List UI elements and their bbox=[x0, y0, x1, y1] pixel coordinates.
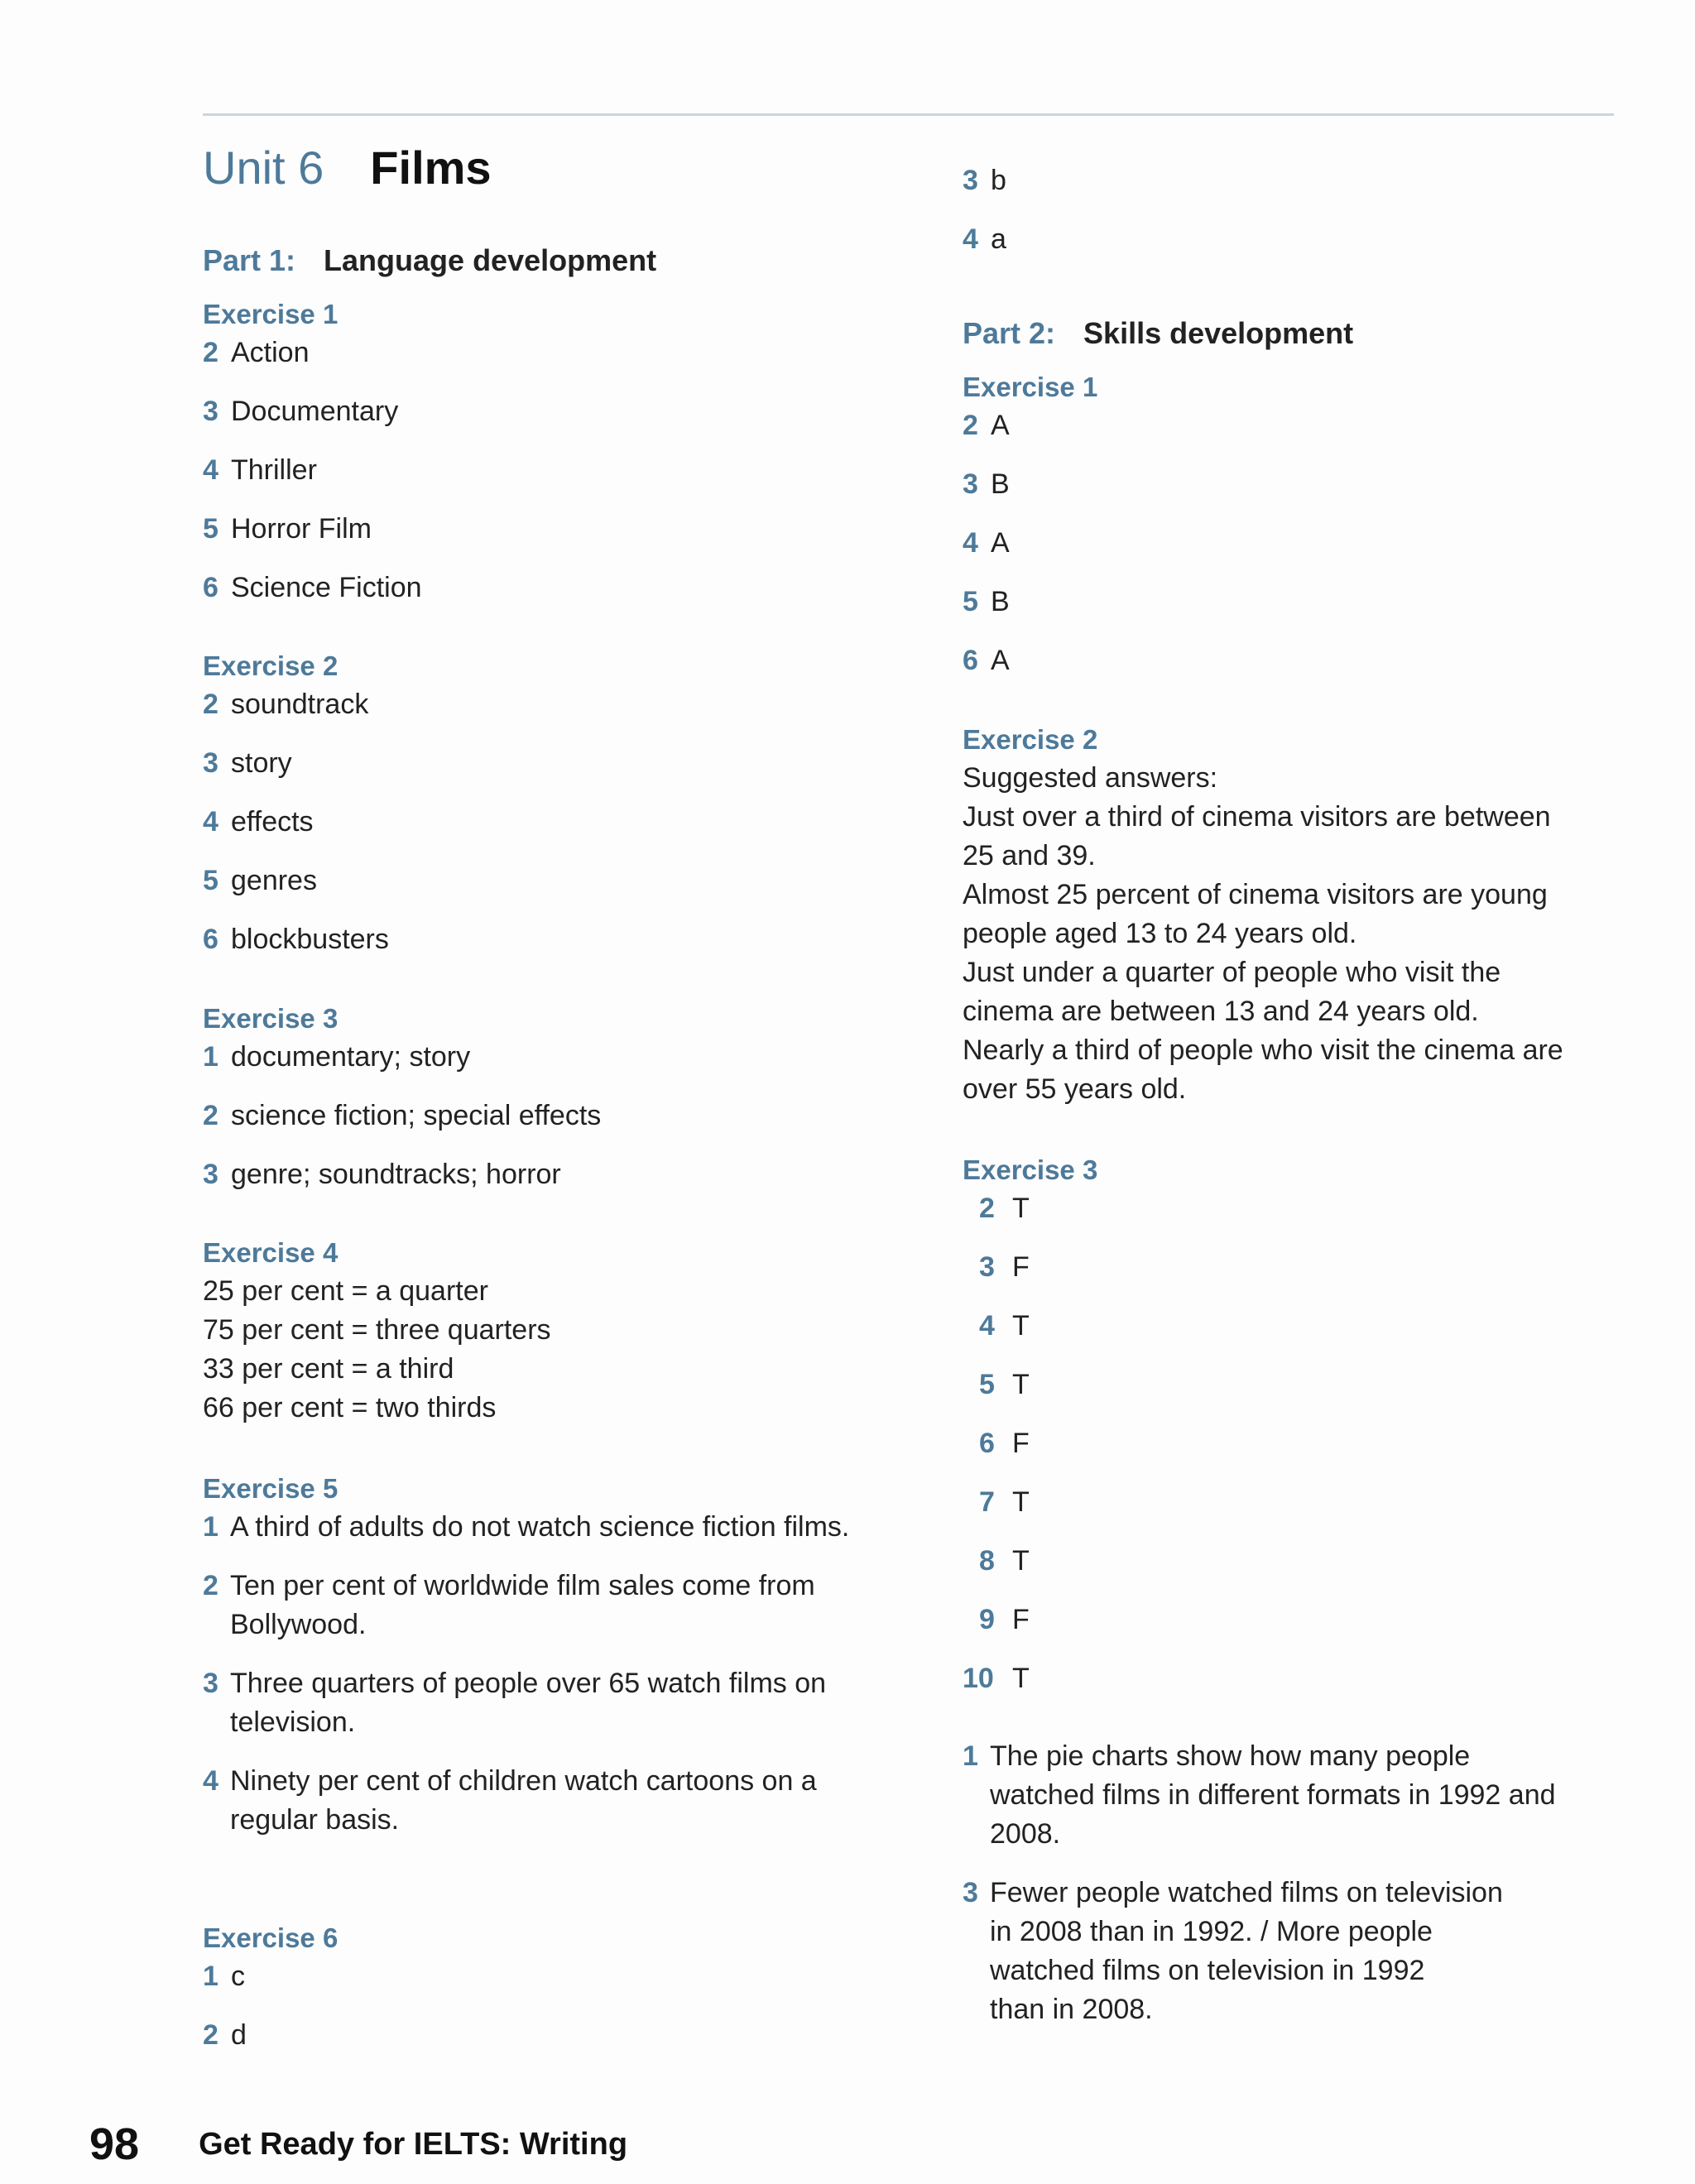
answer-item bbox=[963, 524, 1097, 563]
p2-exercise-4 bbox=[963, 1737, 1556, 2029]
answer-number: 7 bbox=[979, 1486, 995, 1518]
answer-line: over 55 years old. bbox=[963, 1073, 1187, 1105]
answer-text: blockbusters bbox=[231, 924, 389, 955]
conversion-line: 66 per cent = two thirds bbox=[203, 1392, 497, 1423]
answer-text: genre; soundtracks; horror bbox=[231, 1159, 561, 1190]
answer-text: A bbox=[991, 527, 1010, 559]
answer-number: 2 bbox=[963, 410, 978, 441]
answer-number: 3 bbox=[979, 1251, 995, 1283]
answer-text: Ten per cent of worldwide film sales come from Bollywood. bbox=[230, 1570, 815, 1640]
answer-text: Action bbox=[231, 337, 310, 368]
answer-text: F bbox=[1012, 1428, 1030, 1459]
answer-number: 5 bbox=[203, 865, 218, 896]
answer-text: genres bbox=[231, 865, 317, 896]
answer-item bbox=[203, 510, 422, 549]
answer-line: Fewer people watched films on television bbox=[990, 1877, 1503, 1908]
answer-line: than in 2008. bbox=[990, 1994, 1153, 2025]
answer-item bbox=[963, 1307, 1097, 1346]
answer-number: 1 bbox=[203, 1511, 218, 1543]
answer-item bbox=[963, 1542, 1097, 1581]
p1-exercise-6 bbox=[203, 1918, 338, 2075]
answer-text: soundtrack bbox=[231, 689, 369, 720]
answer-text: science fiction; special effects bbox=[231, 1100, 602, 1131]
answer-number: 5 bbox=[979, 1369, 995, 1400]
answer-number: 3 bbox=[963, 1877, 978, 1908]
answer-number: 3 bbox=[203, 1668, 218, 1699]
answer-item bbox=[963, 220, 1006, 259]
answer-item bbox=[203, 392, 422, 431]
answer-item bbox=[203, 1038, 601, 1077]
answer-number: 2 bbox=[203, 1100, 218, 1131]
answer-text: Documentary bbox=[231, 396, 399, 427]
answer-number: 2 bbox=[979, 1193, 995, 1224]
answer-line: The pie charts show how many people bbox=[990, 1740, 1471, 1772]
answer-number: 6 bbox=[203, 572, 218, 603]
part1-label: Part 1: bbox=[203, 243, 296, 277]
answer-item bbox=[203, 1567, 857, 1644]
answer-number: 5 bbox=[203, 513, 218, 545]
answer-number: 4 bbox=[203, 806, 218, 838]
page-footer bbox=[89, 2119, 627, 2170]
answer-text: F bbox=[1012, 1604, 1030, 1635]
answer-text: Thriller bbox=[231, 454, 317, 486]
answer-item bbox=[963, 465, 1097, 504]
answer-item bbox=[203, 1762, 857, 1840]
answer-line: 2008. bbox=[990, 1818, 1061, 1850]
exercise-label: Exercise 3 bbox=[203, 1003, 339, 1034]
answer-line: Nearly a third of people who visit the cinema are bbox=[963, 1034, 1563, 1066]
answer-number: 6 bbox=[963, 645, 978, 676]
answer-item bbox=[203, 1097, 601, 1135]
answer-item bbox=[203, 862, 389, 900]
part1-heading bbox=[203, 244, 656, 277]
answer-text: F bbox=[1012, 1251, 1030, 1283]
answer-item bbox=[203, 1664, 857, 1742]
answer-item bbox=[963, 1424, 1097, 1463]
answer-item bbox=[203, 1957, 338, 1996]
answer-text: documentary; story bbox=[231, 1041, 471, 1073]
p1-exercise-1 bbox=[203, 295, 422, 627]
answer-number: 1 bbox=[203, 1961, 218, 1992]
exercise-label: Exercise 4 bbox=[203, 1237, 339, 1268]
answer-line: watched films in different formats in 1992 and bbox=[990, 1779, 1556, 1811]
answer-item bbox=[963, 1874, 1556, 2029]
answer-item bbox=[963, 1248, 1097, 1287]
answer-number: 9 bbox=[979, 1604, 995, 1635]
suggested-answers-heading: Suggested answers: bbox=[963, 762, 1218, 794]
answer-number: 1 bbox=[203, 1041, 218, 1073]
answer-text: a bbox=[991, 223, 1006, 255]
p1-exercise-3 bbox=[203, 999, 601, 1214]
answer-list bbox=[963, 161, 1006, 259]
answer-item bbox=[963, 641, 1097, 680]
part1-name: Language development bbox=[324, 243, 657, 277]
answer-item bbox=[963, 1189, 1097, 1228]
answer-number: 2 bbox=[203, 1570, 218, 1601]
exercise-label: Exercise 3 bbox=[963, 1154, 1098, 1185]
answer-line: Just under a quarter of people who visit the bbox=[963, 957, 1501, 988]
answer-item bbox=[963, 161, 1006, 200]
answer-text: story bbox=[231, 747, 292, 779]
answer-number: 4 bbox=[963, 527, 978, 559]
answer-item bbox=[963, 1601, 1097, 1639]
p2-exercise-3 bbox=[963, 1150, 1097, 1718]
answer-text: d bbox=[231, 2019, 247, 2051]
answer-item bbox=[203, 2016, 338, 2055]
answer-item bbox=[203, 920, 389, 959]
answer-text: A bbox=[991, 645, 1010, 676]
answer-item bbox=[203, 1508, 857, 1547]
answer-list bbox=[963, 1189, 1097, 1698]
answer-item bbox=[963, 1659, 1097, 1698]
book-title: Get Ready for IELTS: Writing bbox=[199, 2126, 628, 2162]
answer-number: 4 bbox=[203, 1765, 218, 1797]
unit-name: Films bbox=[370, 142, 492, 194]
answer-item bbox=[963, 1366, 1097, 1404]
answer-number: 4 bbox=[203, 454, 218, 486]
answer-list bbox=[203, 685, 389, 959]
answer-text: B bbox=[991, 586, 1010, 617]
page-number: 98 bbox=[89, 2119, 140, 2169]
conversion-line: 33 per cent = a third bbox=[203, 1353, 454, 1385]
answer-text: T bbox=[1012, 1663, 1030, 1694]
answer-number: 3 bbox=[203, 1159, 218, 1190]
answer-line: watched films on television in 1992 bbox=[990, 1955, 1425, 1986]
answer-line: cinema are between 13 and 24 years old. bbox=[963, 996, 1479, 1027]
exercise-label: Exercise 2 bbox=[203, 650, 339, 681]
p1-exercise-6-continued bbox=[963, 161, 1006, 279]
answer-text: Science Fiction bbox=[231, 572, 422, 603]
exercise-label: Exercise 6 bbox=[203, 1922, 339, 1953]
header-rule bbox=[203, 113, 1614, 116]
unit-title bbox=[203, 142, 492, 194]
unit-number: Unit 6 bbox=[203, 142, 324, 194]
answer-list bbox=[203, 1957, 338, 2055]
p2-exercise-2 bbox=[963, 720, 1563, 1109]
exercise-label: Exercise 1 bbox=[963, 372, 1098, 402]
p1-exercise-4 bbox=[203, 1233, 551, 1428]
answer-number: 10 bbox=[963, 1663, 994, 1694]
part2-label: Part 2: bbox=[963, 316, 1056, 350]
answer-text: T bbox=[1012, 1310, 1030, 1342]
answer-number: 3 bbox=[963, 468, 978, 500]
p1-exercise-2 bbox=[203, 646, 389, 979]
answer-list bbox=[203, 334, 422, 607]
answer-number: 6 bbox=[979, 1428, 995, 1459]
answer-number: 4 bbox=[963, 223, 978, 255]
answer-text: T bbox=[1012, 1486, 1030, 1518]
answer-item bbox=[203, 744, 389, 783]
answer-number: 2 bbox=[203, 2019, 218, 2051]
p2-exercise-1 bbox=[963, 367, 1097, 700]
answer-item bbox=[203, 685, 389, 724]
answer-item bbox=[203, 451, 422, 490]
answer-item bbox=[203, 803, 389, 842]
answer-number: 3 bbox=[203, 396, 218, 427]
answer-text: b bbox=[991, 165, 1006, 196]
answer-item bbox=[203, 1155, 601, 1194]
answer-text: T bbox=[1012, 1369, 1030, 1400]
answer-list bbox=[203, 1038, 601, 1194]
exercise-label: Exercise 1 bbox=[203, 299, 339, 329]
conversion-line: 75 per cent = three quarters bbox=[203, 1314, 551, 1346]
answer-list bbox=[963, 406, 1097, 680]
answer-number: 5 bbox=[963, 586, 978, 617]
answer-item bbox=[963, 1737, 1556, 1854]
answer-text: B bbox=[991, 468, 1010, 500]
answer-item bbox=[963, 583, 1097, 622]
answer-text: Ninety per cent of children watch cartoons on a regular basis. bbox=[230, 1765, 817, 1836]
answer-text: Horror Film bbox=[231, 513, 372, 545]
answer-number: 4 bbox=[979, 1310, 995, 1342]
answer-number: 6 bbox=[203, 924, 218, 955]
answer-text: A third of adults do not watch science fiction films. bbox=[230, 1511, 850, 1543]
answer-item bbox=[203, 569, 422, 607]
answer-number: 2 bbox=[203, 337, 218, 368]
answer-line: people aged 13 to 24 years old. bbox=[963, 918, 1357, 949]
answer-item bbox=[963, 1483, 1097, 1522]
answer-list bbox=[203, 1508, 857, 1840]
answer-text: effects bbox=[231, 806, 314, 838]
answer-text: T bbox=[1012, 1193, 1030, 1224]
answer-item bbox=[963, 406, 1097, 445]
conversion-line: 25 per cent = a quarter bbox=[203, 1275, 488, 1307]
answer-number: 3 bbox=[963, 165, 978, 196]
answer-text: Three quarters of people over 65 watch films on television. bbox=[230, 1668, 827, 1738]
answer-item bbox=[203, 334, 422, 372]
answer-text: c bbox=[231, 1961, 245, 1992]
answer-number: 8 bbox=[979, 1545, 995, 1577]
answer-line: Just over a third of cinema visitors are between bbox=[963, 801, 1551, 833]
answer-text: T bbox=[1012, 1545, 1030, 1577]
answer-line: 25 and 39. bbox=[963, 840, 1096, 871]
p1-exercise-5 bbox=[203, 1469, 857, 1860]
answer-number: 1 bbox=[963, 1740, 978, 1772]
answer-number: 3 bbox=[203, 747, 218, 779]
answer-line: Almost 25 percent of cinema visitors are young bbox=[963, 879, 1548, 910]
exercise-label: Exercise 5 bbox=[203, 1473, 339, 1504]
answer-line: in 2008 than in 1992. / More people bbox=[990, 1916, 1433, 1947]
part2-heading bbox=[963, 317, 1353, 350]
answer-text: A bbox=[991, 410, 1010, 441]
exercise-label: Exercise 2 bbox=[963, 724, 1098, 755]
answer-number: 2 bbox=[203, 689, 218, 720]
part2-name: Skills development bbox=[1083, 316, 1354, 350]
